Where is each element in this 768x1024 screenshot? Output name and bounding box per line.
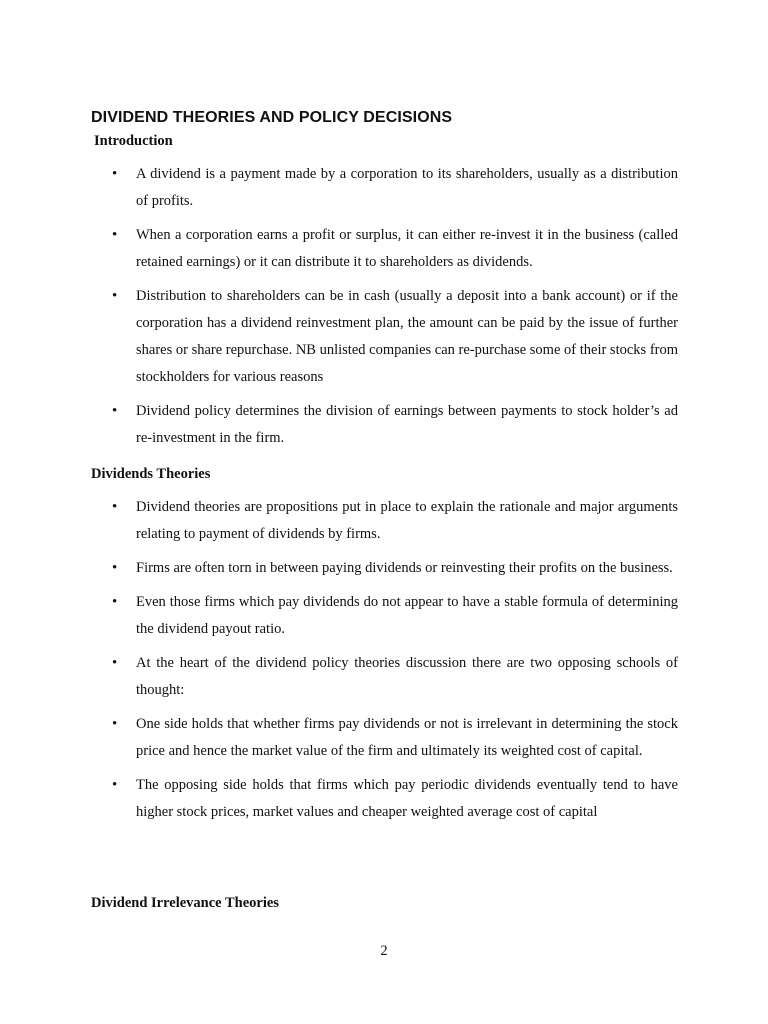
dividends-theories-bullet-list [0,494,768,833]
list-item: • Even those firms which pay dividends do not appear to have a stable formula of determining the dividend payout ratio. [0,589,678,643]
page-number: 2 [380,943,388,959]
section-heading-introduction: Introduction [94,133,173,149]
list-item: • Dividend policy determines the division of earnings between payments to stock holder’s ad re-investment in the firm. [0,398,678,452]
list-item: • Dividend theories are propositions put in place to explain the rationale and major arguments relating to payment of dividends by firms. [0,494,678,548]
introduction-bullet-list [0,161,768,459]
list-item: • Distribution to shareholders can be in cash (usually a deposit into a bank account) or if the corporation has a dividend reinvestment plan, the amount can be paid by the issue of further shares or share repurchase. NB unlisted companies can re-purchase some of their stocks from stockholders for various reasons [0,283,678,391]
list-item: • The opposing side holds that firms which pay periodic dividends eventually tend to have higher stock prices, market values and cheaper weighted average cost of capital [0,772,678,826]
section-heading-dividends-theories: Dividends Theories [91,466,211,482]
list-item: • At the heart of the dividend policy theories discussion there are two opposing schools of thought: [0,650,678,704]
page-title: DIVIDEND THEORIES AND POLICY DECISIONS [91,109,453,126]
section-heading-dividend-irrelevance-theories: Dividend Irrelevance Theories [91,895,279,911]
list-item: • A dividend is a payment made by a corporation to its shareholders, usually as a distribution of profits. [0,161,678,215]
list-item: • One side holds that whether firms pay dividends or not is irrelevant in determining the stock price and hence the market value of the firm and ultimately its weighted cost of capital. [0,711,678,765]
list-item: • When a corporation earns a profit or surplus, it can either re-invest it in the business (called retained earnings) or it can distribute it to shareholders as dividends. [0,222,678,276]
list-item: • Firms are often torn in between paying dividends or reinvesting their profits on the business. [0,555,678,582]
